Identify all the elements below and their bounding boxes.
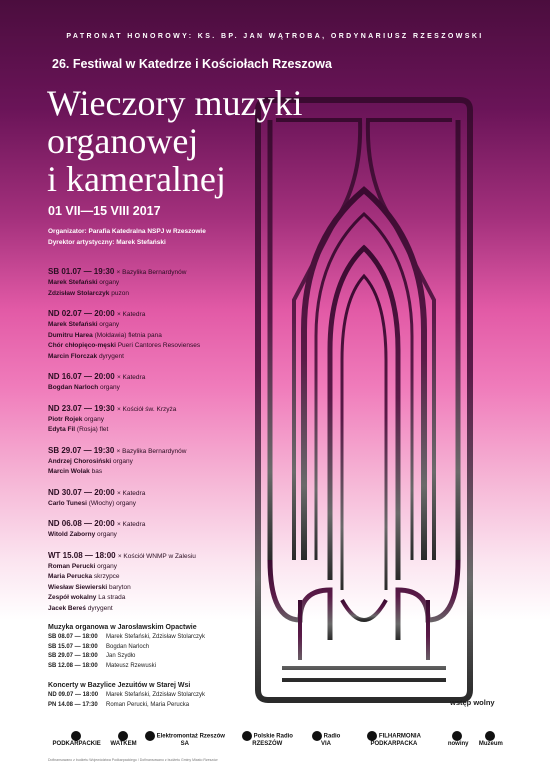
performer-line <box>48 562 298 573</box>
event-date: SB 29.07 — 19:30 <box>48 445 117 455</box>
performer-role: organy <box>82 415 104 423</box>
performer-name: Marcin Wolak <box>48 468 90 475</box>
series-date: SB 12.08 — 18:00 <box>48 662 98 669</box>
performer-role: dyrygent <box>97 352 124 360</box>
event-header <box>48 371 298 383</box>
series-date: SB 29.07 — 18:00 <box>48 653 98 659</box>
event-item <box>48 371 298 394</box>
series-performers: Marek Stefański, Zdzisław Stolarczyk <box>106 692 206 698</box>
logo-mark-icon <box>118 731 128 741</box>
series-row <box>48 691 205 701</box>
sponsor-name: PODKARPACKIE <box>52 740 101 747</box>
performer-name: Roman Perucki <box>48 562 96 570</box>
performer-line <box>48 320 298 331</box>
performer-name: Marek Stefański <box>48 321 98 328</box>
performer-role: puzon <box>109 289 129 297</box>
performer-line <box>48 572 298 583</box>
event-venue: × Bazylika Bernardynów <box>116 269 187 276</box>
event-item <box>48 266 298 299</box>
performer-name: Jacek Bereś <box>48 604 86 612</box>
series-performers: Mateusz Rzewuski <box>106 662 157 669</box>
series-performers: Marek Stefański, Zdzisław Stolarczyk <box>106 634 206 640</box>
series-row <box>48 643 205 653</box>
sponsor-name: Radio VIA <box>320 733 341 747</box>
performer-role: dyrygent <box>85 604 113 612</box>
event-date: ND 06.08 — 20:00 <box>48 519 117 528</box>
performer-role: La strada <box>96 594 126 601</box>
series-performers: Bogdan Narloch <box>106 643 150 650</box>
sponsor-logo <box>443 731 474 748</box>
series-row <box>48 662 205 672</box>
performer-name: Marek Stefański <box>48 279 98 286</box>
performer-name: Chór chłopięco-męski <box>48 342 116 349</box>
event-venue: × Katedra <box>116 374 146 381</box>
performer-role: (Rosja) flet <box>75 426 109 433</box>
event-venue: × Bazylika Bernardynów <box>116 447 187 455</box>
event-header <box>48 403 298 415</box>
organizer: Organizator: Parafia Katedralna NSPJ w Rzeszowie <box>48 228 206 235</box>
performer-name: Bogdan Narloch <box>48 384 99 391</box>
event-item <box>48 518 298 541</box>
sponsor-name: Elektromontaż Rzeszów SA <box>156 733 225 747</box>
festival-dates: 01 VII—15 VIII 2017 <box>48 204 161 218</box>
performer-name: Dumitru Harea <box>48 331 93 339</box>
event-venue: × Katedra <box>116 489 146 497</box>
logo-mark-icon <box>367 731 377 741</box>
performer-line <box>48 467 298 478</box>
series-jaroslaw <box>48 622 205 671</box>
performer-role: (Włochy) organy <box>86 499 137 507</box>
series-row <box>48 633 205 643</box>
performer-role: organy <box>98 384 120 391</box>
event-header <box>48 308 298 320</box>
performer-line <box>48 289 298 300</box>
event-venue: × Katedra <box>116 311 146 318</box>
sponsor-logo <box>105 731 141 748</box>
poster-title <box>47 84 302 198</box>
series-row <box>48 652 205 662</box>
sponsor-logo <box>48 731 105 748</box>
series-date: SB 15.07 — 18:00 <box>48 643 98 650</box>
sponsor-logos <box>48 727 508 751</box>
event-date: WT 15.08 — 18:00 <box>48 550 118 560</box>
logo-mark-icon <box>242 731 252 741</box>
logo-mark-icon <box>312 731 322 741</box>
performer-name: Zespół wokalny <box>48 594 97 601</box>
performer-line <box>48 499 298 510</box>
performer-role: organy <box>95 531 117 538</box>
event-item <box>48 445 298 478</box>
footer-note: Dofinansowano z budżetu Województwa Podkarpackiego / Dofinansowano z budżetu Gminy Miasto Rzeszów <box>48 758 218 762</box>
title-line-2: organowej <box>47 121 199 161</box>
performer-name: Piotr Rojek <box>48 415 83 423</box>
event-venue: × Kościół św. Krzyża <box>116 405 177 413</box>
event-list <box>48 266 298 623</box>
event-item <box>48 308 298 362</box>
performer-role: baryton <box>107 583 131 591</box>
event-venue: × Katedra <box>116 521 146 528</box>
series-date: ND 09.07 — 18:00 <box>48 692 99 698</box>
title-line-1: Wieczory muzyki <box>47 83 303 123</box>
event-date: ND 30.07 — 20:00 <box>48 487 117 497</box>
performer-role: (Mołdawia) fletnia pana <box>92 331 162 339</box>
performer-name: Wiesław Siewierski <box>48 583 108 591</box>
performer-line <box>48 383 298 394</box>
performer-line <box>48 593 298 604</box>
festival-name: 26. Festiwal w Katedrze i Kościołach Rzeszowa <box>52 57 332 71</box>
event-date: ND 16.07 — 20:00 <box>48 372 117 381</box>
performer-name: Edyta Fil <box>48 426 76 433</box>
sponsor-logo <box>228 731 307 748</box>
event-header <box>48 266 298 278</box>
series-title: Muzyka organowa w Jarosławskim Opactwie <box>48 624 197 631</box>
logo-mark-icon <box>452 731 462 741</box>
sponsor-logo <box>307 731 345 748</box>
sponsor-name: Muzeum <box>478 740 503 747</box>
performer-role: organy <box>97 279 120 286</box>
performer-role: organy <box>97 321 120 328</box>
performer-name: Andrzej Chorosiński <box>48 457 112 465</box>
logo-mark-icon <box>145 731 155 741</box>
event-date: ND 23.07 — 19:30 <box>48 403 117 413</box>
event-header <box>48 518 298 530</box>
sponsor-name: nowiny <box>447 740 469 747</box>
series-date: PN 14.08 — 17:30 <box>48 701 98 708</box>
event-date: ND 02.07 — 20:00 <box>48 309 117 318</box>
event-venue: × Kościół WNMP w Zalesiu <box>117 552 196 560</box>
logo-mark-icon <box>71 731 81 741</box>
patronage-line: PATRONAT HONOROWY: KS. BP. JAN WĄTROBA, ORDYNARIUSZ RZESZOWSKI <box>66 33 484 40</box>
event-item <box>48 403 298 436</box>
event-header <box>48 487 298 499</box>
organizer-info <box>48 226 206 248</box>
sponsor-name: WATKEM <box>110 740 137 747</box>
event-item <box>48 487 298 510</box>
sponsor-logo <box>345 731 442 748</box>
performer-line <box>48 457 298 468</box>
performer-line <box>48 530 298 541</box>
title-line-3: i kameralnej <box>47 159 226 199</box>
event-header <box>48 550 298 562</box>
performer-name: Marcin Florczak <box>48 352 98 360</box>
sponsor-logo <box>142 731 228 748</box>
series-title: Koncerty w Bazylice Jezuitów w Starej Wsi <box>48 682 191 689</box>
series-performers: Jan Szydło <box>106 653 136 659</box>
performer-name: Witold Zaborny <box>48 531 96 538</box>
performer-role: bas <box>89 468 103 475</box>
sponsor-name: FILHARMONIA PODKARPACKA <box>370 733 421 747</box>
performer-role: organy <box>111 457 133 465</box>
series-performers: Roman Perucki, Maria Perucka <box>106 701 190 708</box>
performer-name: Maria Perucka <box>48 573 93 580</box>
series-stara-wies <box>48 680 205 710</box>
performer-name: Zdzisław Stolarczyk <box>48 289 110 297</box>
event-header <box>48 445 298 457</box>
series-date: SB 08.07 — 18:00 <box>48 634 98 640</box>
performer-line <box>48 331 298 342</box>
performer-line <box>48 278 298 289</box>
performer-line <box>48 341 298 352</box>
performer-line <box>48 352 298 363</box>
performer-line <box>48 425 298 436</box>
performer-line <box>48 415 298 426</box>
director: Dyrektor artystyczny: Marek Stefański <box>48 239 166 246</box>
performer-role: Pueri Cantores Resovienses <box>115 342 201 349</box>
event-item <box>48 550 298 615</box>
performer-role: organy <box>95 562 118 570</box>
logo-mark-icon <box>485 731 495 741</box>
event-date: SB 01.07 — 19:30 <box>48 267 117 276</box>
performer-name: Carlo Tunesi <box>48 499 87 507</box>
performer-line <box>48 604 298 615</box>
series-row <box>48 701 205 711</box>
sponsor-name: Polskie Radio RZESZÓW <box>252 733 293 747</box>
free-entry: wstęp wolny <box>450 698 495 707</box>
performer-role: skrzypce <box>92 573 120 580</box>
sponsor-logo <box>474 731 508 748</box>
performer-line <box>48 583 298 594</box>
